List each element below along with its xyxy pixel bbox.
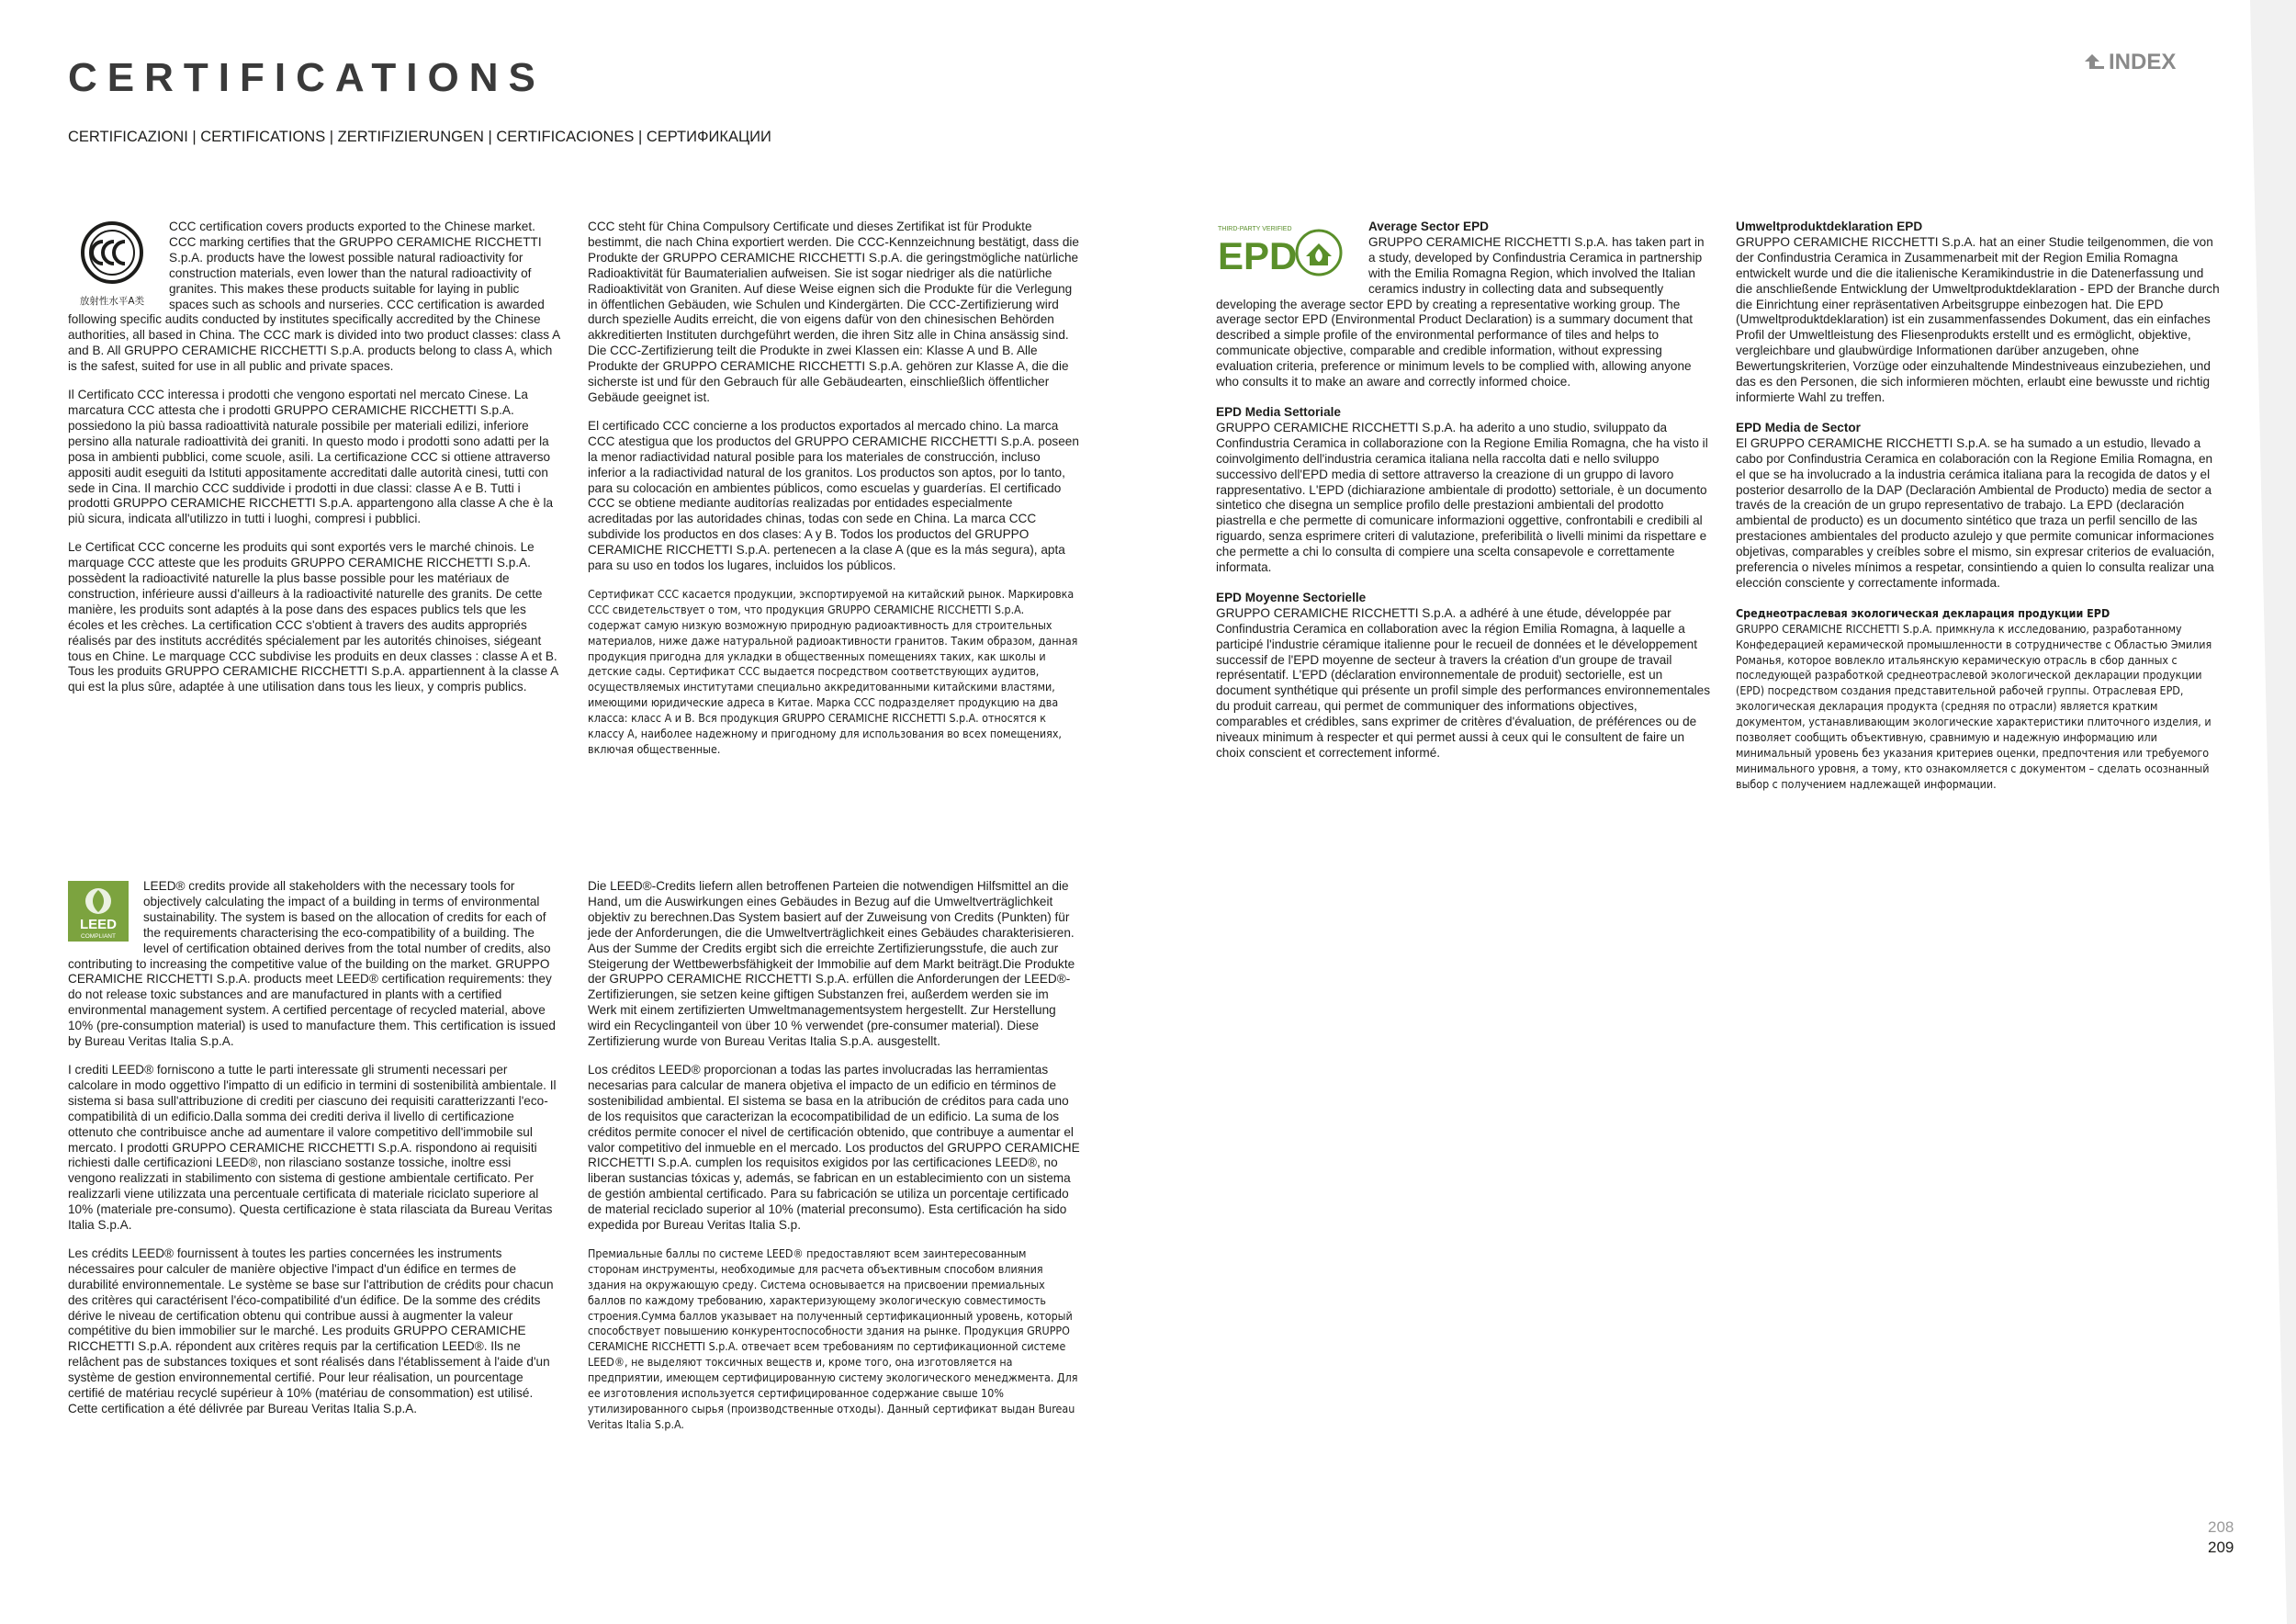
ccc-mark-icon bbox=[68, 221, 156, 288]
epd-text-ru: GRUPPO CERAMICHE RICCHETTI S.p.A. примкнула к исследованию, разработанному Конфедерацией керамической промышленности в сотрудничестве с Областью Эмилия Романья, которое вовлекло итальянскую керамическую отрасль в сбор данных с последующей разработкой среднеотраслевой экологической декларации продукции (EPD) посредством создания представительной рабочей группы. Отраслевая EPD, экологическая декларация продукта (средняя по отрасли) является кратким документом, устанавливающим экологические характеристики плиточного изделия, и позволяет сообщить объективную, сравнимую и надежную информацию или минимальный уровень без указания критериев оценки, предпочтения или требуемого минимального уровня, а тому, кто ознакомляется с документом – сделать осознанный выбор с получением надлежащей информации. bbox=[1736, 621, 2212, 791]
leed-badge-subtext: COMPLIANT bbox=[81, 933, 116, 940]
ccc-text-fr: Le Certificat CCC concerne les produits qui sont exportés vers le marché chinois. Le marquage CCC atteste que les produits GRUPPO CERAMICHE RICCHETTI S.p.A. possèdent la radioactivité naturelle la plus basse possible pour les matériaux de construction, inférieure aussi d'ailleurs à la radioactivité naturelle des granits. De cette manière, les produits sont adaptés à la pose dans des espaces publics tels que les écoles et les crèches. La certification CCC s'obtient à travers des audits appropriés réalisés par des instituts accrédités spécialement par les autorités chinoises, siégeant tous en Chine. Le marquage CCC subdivise les produits en deux classes : classe A et B. Tous les produits GRUPPO CERAMICHE RICCHETTI S.p.A. appartiennent à la classe A qui est la plus sûre, adaptée à une utilisation dans tous les lieux, y compris publics. bbox=[68, 540, 558, 694]
ccc-text-es: El certificado CCC concierne a los productos exportados al mercado chino. La marca CCC atestigua que los productos del GRUPPO CERAMICHE RICCHETTI S.p.A. poseen la menor radiactividad natural posible para los materiales de construcción, incluso inferior a la radiactividad natural de los granitos. Los productos son aptos, por lo tanto, para su colocación en ambientes públicos, como escuelas y guarderías. El certificado CCC se obtiene mediante auditorías realizadas por entidades especialmente acreditadas por las autoridades chinas, todas con sede en China. La marca CCC subdivide los productos en dos clases: A y B. Todos los productos del GRUPPO CERAMICHE RICCHETTI S.p.A. pertenecen a la clase A (que es la más segura), apta para su uso en todos los lugares, incluidos los públicos. bbox=[588, 418, 1079, 573]
epd-title-es: EPD Media de Sector bbox=[1736, 420, 1861, 434]
leed-text-de: Die LEED®-Credits liefern allen betroffenen Parteien die notwendigen Hilfsmittel an die Hand, um die Auswirkungen eines Gebäudes in Bezug auf die Umweltverträglichkeit objektiv zu berechnen.Das System basiert auf der Zuweisung von Credits (Punkten) für jede der Anforderungen, die die Umweltverträglichkeit eines Gebäudes charakterisieren. Aus der Summe der Credits ergibt sich die erreichte Zertifizierungsstufe, die auch zur Steigerung der Wettbewerbsfähigkeit der Immobilie auf dem Markt beiträgt.Die Produkte der GRUPPO CERAMICHE RICCHETTI S.p.A. erfüllen die Anforderungen der LEED®-Zertifizierungen, sie setzen keine giftigen Substanzen frei, außerdem werden sie im Werk mit einem zertifizierten Umweltmanagementsystem hergestellt. Zur Herstellung wird ein Recyclinganteil von über 10 % verwendet (pre-consumer material). Diese Zertifizierung wurde von Bureau Veritas Italia S.p.A. ausgestellt. bbox=[588, 879, 1075, 1049]
ccc-text-de: CCC steht für China Compulsory Certificate und dieses Zertifikat ist für Produkte bestimmt, die nach China exportiert werden. Die CCC-Kennzeichnung bestätigt, dass die Produkte der GRUPPO CERAMICHE RICCHETTI S.p.A. die geringstmögliche natürliche Radioaktivität für Baumaterialien aufweisen. Sie ist sogar niedriger als die natürliche Radioaktivität von Graniten. Auf diese Weise eignen sich die Produkte für die Verlegung in öffentlichen Gebäuden, wie Schulen und Kindergärten. Die CCC-Zertifizierung wird durch spezielle Audits erreicht, die von eigens dafür von den chinesischen Behörden akkreditierten Instituten durchgeführt werden, die ihren Sitz alle in China ansässig sind. Die CCC-Zertifizierung teilt die Produkte in zwei Klassen ein: Klasse A und B. Alle Produkte der GRUPPO CERAMICHE RICCHETTI S.p.A. gehören zur Klasse A, die die sicherste ist und für den Gebrauch für alle Gebäudearten, einschließlich öffentlicher Gebäude geeignet ist. bbox=[588, 220, 1079, 404]
page-edge-strip bbox=[2241, 0, 2296, 1624]
epd-text-fr: GRUPPO CERAMICHE RICCHETTI S.p.A. a adhéré à une étude, développée par Confindustria Ceramica en collaboration avec la région Emilia Romagna, à laquelle a participé l'industrie céramique italienne pour le recueil de données et le développement successif de l'EPD moyenne de secteur à travers la création d'un groupe de travail représentatif. L'EPD (déclaration environnementale de produit) sectorielle, est un document synthétique qui présente un profil simple des performances environnementales du produit carreau, qui permet de communiquer des informations objectives, comparables et crédibles, sans exprimer de critères d'évaluation, de préférences ou de niveaux minimum à respecter et qui permet aussi à ceux qui le consultent de faire un choix conscient et correctement informé. bbox=[1216, 605, 1711, 760]
ccc-text-it: Il Certificato CCC interessa i prodotti che vengono esportati nel mercato Cinese. La marcatura CCC attesta che i prodotti GRUPPO CERAMICHE RICCHETTI S.p.A. possiedono la più bassa radioattività naturale possibile per materiali edilizi, inferiore persino alla naturale radioattività dei graniti. In questo modo i prodotti sono adatti per la posa in ambienti pubblici, come scuole, asili. La certificazione CCC si ottiene attraverso appositi audit eseguiti da Istituti appositamente accreditati dalle autorità cinesi, tutti con sede in Cina. Il marchio CCC suddivide i prodotti in due classi: classe A e B. Tutti i prodotti GRUPPO CERAMICHE RICCHETTI S.p.A. appartengono alla classe A che è la più sicura, indicata all'utilizzo in tutti i luoghi, compresi i pubblici. bbox=[68, 388, 554, 526]
index-arrow-icon bbox=[2083, 52, 2107, 73]
epd-text-de: GRUPPO CERAMICHE RICCHETTI S.p.A. hat an einer Studie teilgenommen, die von der Confindustria Ceramica in Zusammenarbeit mit der Region Emilia Romagna entwickelt wurde und die die italienische Keramikindustrie in die Datenerfassung und die anschließende Entwicklung der Umweltproduktdeklaration - EPD der Branche durch die Einrichtung einer repräsentativen Arbeitsgruppe einbezogen hat. Die EPD (Umweltproduktdeklaration) ist ein zusammenfassendes Dokument, das ein einfaches Profil der Umweltleistung des Fliesenprodukts erstellt und es ermöglicht, objektive, vergleichbare und glaubwürdige Informationen darüber anzugeben, ohne Bewertungskriterien, Vorzüge oder einzuhaltende Mindestniveaus einzubeziehen, und das es den Personen, die sich informieren möchten, erlaubt eine bewusste und richtig informierte Wahl zu treffen. bbox=[1736, 234, 2220, 404]
epd-title-it: EPD Media Settoriale bbox=[1216, 404, 1341, 419]
page-numbers bbox=[2208, 1517, 2234, 1558]
epd-title-en: Average Sector EPD bbox=[1368, 220, 1489, 233]
ccc-column-right bbox=[588, 220, 1080, 767]
leed-badge-icon bbox=[68, 881, 129, 942]
page-title: CERTIFICATIONS bbox=[68, 55, 546, 100]
epd-mark-text: EPD bbox=[1218, 234, 1298, 277]
epd-column-left bbox=[1216, 220, 1712, 776]
leed-text-ru: Премиальные баллы по системе LEED® предоставляют всем заинтересованным сторонам инструменты, необходимые для расчета объективным способом влияния здания на окружающую среду. Система основывается на присвоении премиальных баллов по каждому требованию, характеризующему экологическую совместимость строения.Сумма баллов указывает на полученный сертификационный уровень, который способствует повышению конкурентоспособности здания на рынке. Продукция GRUPPO CERAMICHE RICCHETTI S.p.A. отвечает всем требованиям по сертификационной системе LEED®, не выделяют токсичных веществ и, кроме того, она изготовляется на предприятии, имеющем сертифицированную систему экологического менеджмента. Для ее изготовления используется сертифицированное содержание свыше 10% утилизированного сырья (производственные отходы). Данный сертификат выдан Bureau Veritas Italia S.p.A. bbox=[588, 1246, 1078, 1431]
leed-text-fr: Les crédits LEED® fournissent à toutes les parties concernées les instruments nécessaires pour calculer de manière objective l'impact d'un édifice en termes de durabilité environnementale. Le système se base sur l'attribution de crédits pour chacun des critères qui caractérisent l'éco-compatibilité d'un édifice. De la somme des crédits dérive le niveau de certification obtenu qui contribue aussi à augmenter la valeur compétitive du bien immobilier sur le marché. Les produits GRUPPO CERAMICHE RICCHETTI S.p.A. répondent aux critères requis par la certification LEED®. Ils ne relâchent pas de substances toxiques et sont réalisés dans l'établissement à l'aide d'un système de gestion environnemental certifié. Pour leur réalisation, un pourcentage certifié de matériau recyclé supérieur à 10% (matériau de consommation) est utilisé. Cette certification a été délivrée par Bureau Veritas Italia S.p.A. bbox=[68, 1246, 554, 1415]
leed-badge-text: LEED bbox=[79, 917, 118, 932]
epd-mark-icon bbox=[1216, 221, 1345, 286]
epd-title-de: Umweltproduktdeklaration EPD bbox=[1736, 220, 1923, 233]
epd-top-text: THIRD-PARTY VERIFIED bbox=[1218, 226, 1292, 232]
epd-text-it: GRUPPO CERAMICHE RICCHETTI S.p.A. ha aderito a uno studio, sviluppato da Confindustria Ceramica in collaborazione con la Regione Emilia Romagna, che ha visto il coinvolgimento dell'industria ceramica italiana nella raccolta dati e nello sviluppo successivo dell'EPD media di settore attraverso la creazione di un gruppo di lavoro rappresentativo. L'EPD (dichiarazione ambientale di prodotto) settoriale, è un documento sintetico che disegna un semplice profilo delle prestazioni ambientali del prodotto piastrella e che permette di comunicare informazioni oggettive, confrontabili e credibili al riguardo, senza esprimere criteri di valutazione, preferibilità o livelli minimi da rispettare e che permette a chi lo consulta di compiere una scelta consapevole e correttamente informata. bbox=[1216, 420, 1708, 575]
ccc-column-left bbox=[68, 220, 560, 705]
page-subtitle: CERTIFICAZIONI | CERTIFICATIONS | ZERTIFIZIERUNGEN | CERTIFICACIONES | СЕРТИФИКАЦИИ bbox=[68, 129, 771, 145]
leed-text-en: LEED® credits provide all stakeholders with the necessary tools for objectively calculating the impact of a building in terms of environmental sustainability. The system is based on the allocation of credits for each of the requirements characterising the eco-compatibility of a building. The level of certification obtained derives from the total number of credits, also contributing to increasing the competitive value of the building on the market. GRUPPO CERAMICHE RICCHETTI S.p.A. products meet LEED® certification requirements: they do not release toxic substances and are manufactured in plants with a certified environmental management system. A certified percentage of recycled material, above 10% (pre-consumption material) is used to manufacture them. This certification is issued by Bureau Veritas Italia S.p.A. bbox=[68, 879, 556, 1049]
ccc-caption: 放射性水平A类 bbox=[79, 295, 145, 307]
epd-title-ru: Среднеотраслевая экологическая декларация продукции EPD bbox=[1736, 605, 2110, 620]
epd-logo bbox=[1216, 221, 1356, 286]
leed-logo bbox=[68, 881, 130, 943]
epd-text-en: GRUPPO CERAMICHE RICCHETTI S.p.A. has taken part in a study, developed by Confindustria Ceramica in partnership with the Emilia Romagna Region, which involved the Italian ceramics industry in collecting data and subsequently developing the average sector EPD by creating a representative working group. The average sector EPD (Environmental Product Declaration) is a summary document that described a simple profile of the environmental performance of tiles and helps to communicate objective, comparable and credible information, without expressing evaluation criteria, preference or minimum levels to be complied with, allowing anyone who consults it to make an aware and correctly informed choice. bbox=[1216, 234, 1705, 389]
leed-text-it: I crediti LEED® forniscono a tutte le parti interessate gli strumenti necessari per calcolare in modo oggettivo l'impatto di un edificio in termini di sostenibilità ambientale. Il sistema si basa sull'attribuzione di crediti per ciascuno dei requisiti caratterizzanti l'eco-compatibilità di un edificio.Dalla somma dei crediti deriva il livello di certificazione ottenuto che contribuisce anche ad aumentare il valore competitivo dell'immobile sul mercato. I prodotti GRUPPO CERAMICHE RICCHETTI S.p.A. rispondono ai requisiti richiesti dalle certificazioni LEED®, non rilasciano sostanze tossiche, inoltre essi vengono realizzati in stabilimento con sistema di gestione ambientale certificato. Per realizzarli viene utilizzata una percentuale certificata di materiale riciclato superiore al 10% (materiale pre-consumo). Questa certificazione è stata rilasciata da Bureau Veritas Italia S.p.A. bbox=[68, 1062, 557, 1233]
epd-title-fr: EPD Moyenne Sectorielle bbox=[1216, 590, 1367, 604]
epd-text-es: El GRUPPO CERAMICHE RICCHETTI S.p.A. se ha sumado a un estudio, llevado a cabo por Confindustria Ceramica en colaboración con la Regione Emilia Romagna, en el que se ha involucrado a la industria cerámica italiana para la recogida de datos y el posterior desarrollo de la DAP (Declaración Ambiental de Producto) media de sector a través de la creación de un grupo representativo de trabajo. La EPD (declaración ambiental de producto) es un documento sintético que traza un perfil sencillo de las prestaciones ambientales del producto azulejo y que permite comunicar informaciones objetivas, comparables y creíbles sobre el mismo, sin expresar criterios de evaluación, preferencia o niveles mínimos a respetar, consintiendo a quien lo consulta realizar una elección consciente y correctamente informada. bbox=[1736, 435, 2215, 590]
epd-column-right bbox=[1736, 220, 2223, 807]
leed-column-left bbox=[68, 879, 560, 1427]
ccc-text-en: CCC certification covers products exported to the Chinese market. CCC marking certifies that the GRUPPO CERAMICHE RICCHETTI S.p.A. products have the lowest possible natural radioactivity for construction materials, even lower than the natural radioactivity of granites. This makes these products suitable for laying in public spaces such as schools and nurseries. CCC certification is awarded following specific audits conducted by institutes specifically accredited by the Chinese authorities, all based in China. The CCC mark is divided into two product classes: class A and B. All GRUPPO CERAMICHE RICCHETTI S.p.A. products belong to class A, which is the safest, suited for use in all public and private spaces. bbox=[68, 220, 560, 374]
ccc-text-ru: Сертификат CCC касается продукции, экспортируемой на китайский рынок. Маркировка CCC свидетельствует о том, что продукция GRUPPO CERAMICHE RICCHETTI S.p.A. содержат самую низкую возможную природную радиоактивность для строительных материалов, ниже даже натуральной радиоактивности гранитов. Таким образом, данная продукция пригодна для укладки в общественных помещениях таких, как школы и детские сады. Сертификат CCC выдается посредством соответствующих аудитов, осуществляемых институтами специально аккредитованными китайскими властями, имеющими юридические адреса в Китае. Марка CCC подразделяет продукцию на два класса: класс А и В. Вся продукция GRUPPO CERAMICHE RICCHETTI S.p.A. относятся к классу А, наиболее надежному и пригодному для использования во всех помещениях, включая общественные. bbox=[588, 586, 1078, 756]
leed-column-right bbox=[588, 879, 1080, 1442]
index-link[interactable] bbox=[2083, 50, 2176, 75]
index-label: INDEX bbox=[2109, 50, 2177, 74]
leed-text-es: Los créditos LEED® proporcionan a todas las partes involucradas las herramientas necesarias para calcular de manera objetiva el impacto de un edificio en términos de sostenibilidad ambiental. El sistema se basa en la atribución de créditos para cada uno de los requisitos que caracterizan la ecocompatibilidad de un edificio. La suma de los créditos permite conocer el nivel de certificación obtenido, que contribuye a aumentar el valor competitivo del inmueble en el mercado. Los productos del GRUPPO CERAMICHE RICCHETTI S.p.A. cumplen los requisitos exigidos por las certificaciones LEED®, no liberan sustancias tóxicas y, además, se fabrican en un establecimiento con un sistema de gestión ambiental certificado. Para su fabricación se utiliza un porcentaje certificado de material reciclado superior al 10% (material preconsumo). Esta certificación ha sido expedida por Bureau Veritas Italia S.p. bbox=[588, 1062, 1080, 1233]
page-number-left: 208 bbox=[2208, 1518, 2234, 1536]
page-number-right: 209 bbox=[2208, 1539, 2234, 1556]
ccc-logo bbox=[68, 221, 156, 307]
